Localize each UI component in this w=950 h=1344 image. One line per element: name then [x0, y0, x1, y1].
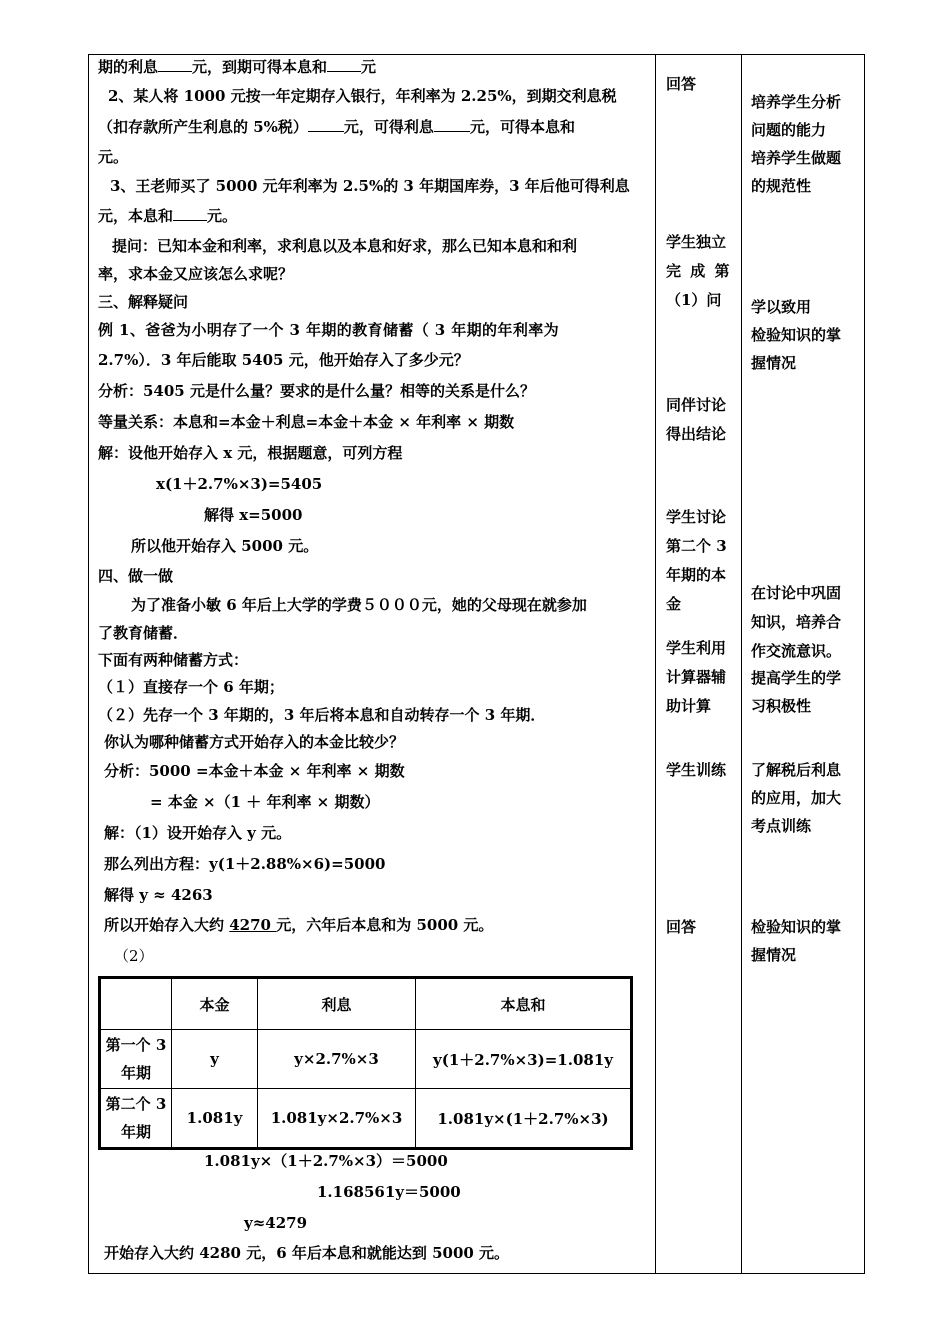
analysis-2: 分析：5000 =本金＋本金 × 年利率 × 期数 [104, 762, 405, 780]
final-conclusion: 开始存入大约 4280 元，6 年后本息和就能达到 5000 元。 [104, 1244, 510, 1262]
text: 期的利息 [98, 58, 159, 76]
equal-relation: 等量关系：本息和=本金＋利息=本金＋本金 × 年利率 × 期数 [98, 413, 515, 431]
activity-line: 同伴讨论 [666, 396, 727, 414]
problem-2-line-1: 2、某人将 1000 元按一年定期存入银行，年利率为 2.25%，到期交利息税 [108, 87, 617, 105]
table-cell: 1.081y×(1＋2.7%×3) [416, 1089, 632, 1149]
table-row-label [100, 1030, 172, 1089]
activity-line: 金 [666, 595, 682, 613]
option-1: （１）直接存一个 6 年期； [98, 678, 284, 696]
equation-2-1: 1.081y×（1＋2.7%×3）＝5000 [204, 1152, 448, 1170]
solution-2-line-3: 解得 y ≈ 4263 [104, 886, 213, 904]
table-cell: 1.081y [172, 1089, 258, 1149]
text: 第二个 3 [105, 1095, 167, 1113]
table-row [100, 1089, 632, 1149]
text: 年期 [120, 1123, 151, 1141]
table-row [100, 1030, 632, 1089]
table-row-label [100, 1089, 172, 1149]
intent-line: 的规范性 [751, 177, 812, 195]
activity-answer: 回答 [666, 918, 697, 936]
savings-calculation-table [98, 976, 633, 1150]
table-header-cell: 利息 [258, 978, 416, 1030]
column-divider-2 [741, 55, 742, 1273]
intent-line: 检验知识的掌 [751, 918, 842, 936]
intent-line: 作交流意识。 [751, 642, 842, 660]
section-4-title: 四、做一做 [98, 567, 174, 585]
blank [327, 57, 361, 72]
text: 所以开始存入大约 [104, 916, 230, 934]
solution-2-line-4 [104, 915, 493, 935]
intent-line: 检验知识的掌 [751, 326, 842, 344]
conclusion-1: 所以他开始存入 5000 元。 [131, 537, 319, 555]
solution-2-line-1: 解：（1）设开始存入 y 元。 [104, 824, 292, 842]
equation-1: x(1＋2.7%×3)=5405 [156, 475, 323, 493]
which-question: 你认为哪种储蓄方式开始存入的本金比较少？ [104, 733, 405, 751]
analysis-1: 分析：5405 元是什么量？要求的是什么量？相等的关系是什么？ [98, 382, 535, 400]
example-1-line-1: 例 1、爸爸为小明存了一个 3 年期的教育储蓄（ 3 年期的年利率为 [98, 321, 560, 339]
intent-line: 握情况 [751, 946, 797, 964]
intent-line: 习积极性 [751, 697, 812, 715]
solved-1: 解得 x=5000 [204, 506, 303, 524]
text: 元，可得利息 [343, 118, 434, 136]
activity-line: 助计算 [666, 697, 712, 715]
text: 年期 [120, 1064, 151, 1082]
text: 元，可得本息和 [469, 118, 575, 136]
problem-3-line-2 [98, 206, 237, 226]
activity-line: 得出结论 [666, 425, 727, 443]
text: （扣存款所产生利息的 5%税） [98, 118, 308, 136]
activity-training: 学生训练 [666, 761, 727, 779]
equation-2-2: 1.168561y＝5000 [317, 1183, 461, 1201]
example-1-line-2: 2.7%）．3 年后能取 5405 元，他开始存入了多少元？ [98, 351, 469, 369]
intent-line: 的应用，加大 [751, 789, 842, 807]
blank [173, 206, 207, 221]
problem-3-line-1: 3、王老师买了 5000 元年利率为 2.5%的 3 年期国库券，3 年后他可得利息 [110, 177, 630, 195]
table-header-cell: 本金 [172, 978, 258, 1030]
intent-line: 知识，培养合 [751, 613, 842, 631]
question-line-1: 提问：已知本金和利率，求利息以及本息和好求，那么已知本息和和利 [112, 237, 578, 255]
table-cell: y(1＋2.7%×3)=1.081y [416, 1030, 632, 1089]
section-3-title: 三、解释疑问 [98, 293, 189, 311]
activity-line: （1）问 [666, 291, 722, 309]
intent-line: 培养学生分析 [751, 93, 842, 111]
intent-line: 握情况 [751, 354, 797, 372]
table-header-cell: 本息和 [416, 978, 632, 1030]
blank [308, 117, 344, 132]
text: 元 [361, 58, 377, 76]
text: 元，到期可得本息和 [192, 58, 328, 76]
blank [434, 117, 470, 132]
column-divider-1 [655, 55, 656, 1273]
intent-line: 学以致用 [751, 298, 812, 316]
solution-1: 解：设他开始存入 x 元，根据题意，可列方程 [98, 444, 403, 462]
lesson-plan-table [88, 54, 865, 1274]
activity-line: 学生讨论 [666, 508, 727, 526]
paragraph-line [98, 57, 376, 77]
text: 元。 [207, 207, 238, 225]
activity-line: 学生独立 [666, 233, 727, 251]
table-cell: 1.081y×2.7%×3 [258, 1089, 416, 1149]
table-cell: y×2.7%×3 [258, 1030, 416, 1089]
activity-line: 第二个 3 [666, 537, 727, 555]
solution-2-line-2: 那么列出方程：y(1＋2.88%×6)=5000 [104, 855, 386, 873]
intent-line: 提高学生的学 [751, 669, 842, 687]
activity-line: 计算器辅 [666, 668, 727, 686]
part-2-label: （2） [114, 947, 154, 965]
options-intro: 下面有两种储蓄方式： [98, 651, 249, 669]
intent-line: 在讨论中巩固 [751, 584, 842, 602]
table-header-cell [100, 978, 172, 1030]
question-line-2: 率，求本金又应该怎么求呢？ [98, 265, 294, 283]
activity-line: 年期的本 [666, 566, 727, 584]
intent-line: 培养学生做题 [751, 149, 842, 167]
underlined-amount: 4270 [229, 916, 277, 934]
table-cell: y [172, 1030, 258, 1089]
text: 第一个 3 [105, 1036, 167, 1054]
blank [158, 57, 192, 72]
intent-line: 考点训练 [751, 817, 812, 835]
analysis-2b: = 本金 ×（1 ＋ 年利率 × 期数） [150, 793, 380, 811]
problem-2-line-3: 元。 [98, 148, 129, 166]
activity-line: 学生利用 [666, 639, 727, 657]
equation-2-3: y≈4279 [244, 1214, 308, 1232]
task-line-1: 为了准备小敏 6 年后上大学的学费５０００元，她的父母现在就参加 [131, 596, 587, 614]
option-2: （２）先存一个 3 年期的，3 年后将本息和自动转存一个 3 年期． [98, 706, 546, 724]
problem-2-line-2 [98, 117, 575, 137]
intent-line: 问题的能力 [751, 121, 827, 139]
table-header-row [100, 978, 632, 1030]
activity-line: 完 成 第 [666, 262, 732, 280]
text: 元，六年后本息和为 5000 元。 [276, 916, 494, 934]
intent-line: 了解税后利息 [751, 761, 842, 779]
task-line-2: 了教育储蓄． [98, 624, 189, 642]
text: 元，本息和 [98, 207, 174, 225]
activity-answer: 回答 [666, 75, 697, 93]
